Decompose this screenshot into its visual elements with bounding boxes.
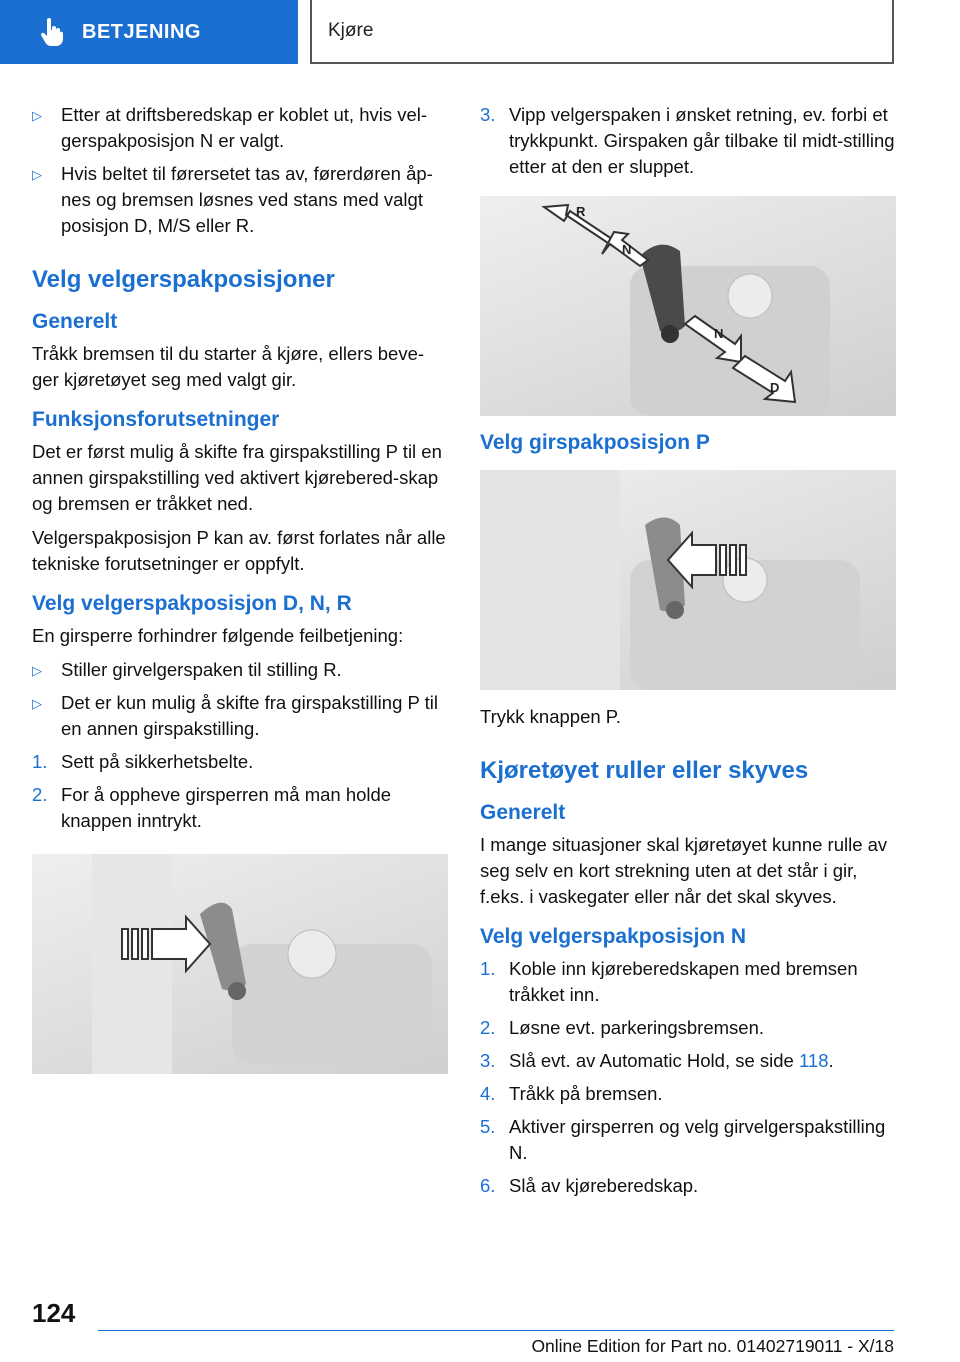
step-item: 2. Løsne evt. parkeringsbremsen. [480,1017,765,1038]
heading-dnr: Velg velgerspakposisjon D, N, R [32,592,352,615]
list-item: ▷ Stiller girvelgerspaken til stilling R. [32,657,448,683]
step-item: 6. Slå av kjøreberedskap. [480,1175,699,1196]
chapter-title: Kjøre [328,20,374,41]
step-item: 5. Aktiver girsperren og velg girvelgerspakstilling N. [480,1116,886,1163]
park-button-image [480,470,896,690]
list-item: ▷ Etter at driftsberedskap er koblet ut, hvis vel-gerspakposisjon N er valgt. [32,104,428,151]
bullet-triangle-icon: ▷ [32,696,42,711]
heading-generelt: Generelt [32,310,118,333]
paragraph: Det er først mulig å skifte fra girspakstilling P til en annen girspakstilling ved aktivert kjørebered-skap og bremsen er tråkket ned. [32,441,442,514]
right-column [480,102,896,1206]
step-item: 3. Slå evt. av Automatic Hold, se side 118. [480,1050,834,1071]
heading-rolling: Kjøretøyet ruller eller skyves [480,757,809,784]
step-item: 2. For å oppheve girsperren må man holde knappen inntrykt. [32,784,392,831]
section-tab[interactable] [0,0,298,64]
paragraph: Trykk knappen P. [480,706,621,727]
paragraph: Velgerspakposisjon P kan av. først forlates når alle tekniske forutsetninger er oppfylt. [32,527,446,574]
gear-lever-dnr-image [480,196,896,416]
bullet-triangle-icon: ▷ [32,108,42,123]
gear-label-d: D [770,380,780,395]
step-item: 1. Sett på sikkerhetsbelte. [32,751,254,772]
section-title: BETJENING [82,20,201,43]
paragraph: I mange situasjoner skal kjøretøyet kunne rulle av seg selv en kort strekning uten at det står i gir, f.eks. i vaskegater eller når det skal skyves. [480,834,888,907]
hand-pointer-icon [36,17,66,47]
page-reference-link[interactable]: 118 [798,1050,829,1071]
step-item: 1. Koble inn kjøreberedskapen med bremsen tråkket inn. [480,958,858,1005]
bullet-triangle-icon: ▷ [32,663,42,678]
paragraph: En girsperre forhindrer følgende feilbetjening: [32,625,404,646]
list-item: ▷ Det er kun mulig å skifte fra girspakstilling P til en annen girspakstilling. [32,692,439,739]
heading-neutral: Velg velgerspakposisjon N [480,925,747,948]
page-number: 124 [32,1298,76,1328]
bullet-triangle-icon: ▷ [32,167,42,182]
heading-park: Velg girspakposisjon P [480,431,710,454]
gear-label-r: R [576,204,586,219]
gear-label-n: N [714,326,724,341]
chapter-box [310,0,894,64]
left-column [32,102,448,1088]
heading-generelt: Generelt [480,801,566,824]
heading-select-positions: Velg velgerspakposisjoner [32,266,335,293]
step-item: 3. Vipp velgerspaken i ønsket retning, ev. forbi et trykkpunkt. Girspaken går tilbake til midt-stilling etter at den er sluppet. [480,104,895,177]
heading-funksjon: Funksjonsforutsetninger [32,408,280,431]
step-item: 4. Tråkk på bremsen. [480,1083,663,1104]
footer-divider [98,1330,894,1331]
paragraph: Tråkk bremsen til du starter å kjøre, ellers beve-ger kjøretøyet seg med valgt gir. [32,343,425,390]
gear-label-n: N [622,242,632,257]
footer-edition: Online Edition for Part no. 01402719011 - X/18 [531,1336,894,1356]
list-item: ▷ Hvis beltet til førersetet tas av, førerdøren åp-nes og bremsen løsnes ved stans med valgt posisjon D, M/S eller R. [32,163,433,236]
gear-lever-unlock-image [32,854,448,1074]
